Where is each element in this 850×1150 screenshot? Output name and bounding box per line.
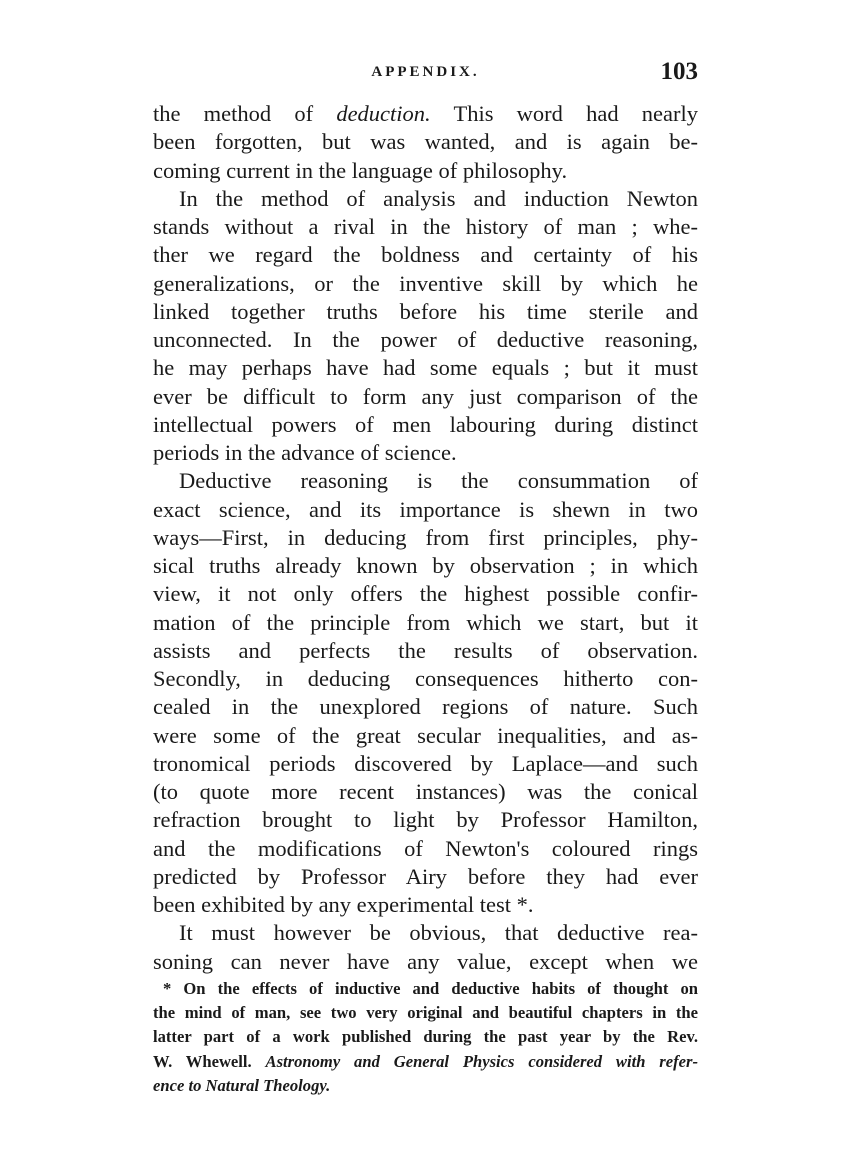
- text-line: ever be difficult to form any just comparison of the: [153, 383, 698, 409]
- text-line: refraction brought to light by Professor Hamilton,: [153, 807, 698, 833]
- text-line: view, it not only offers the highest possible confir-: [153, 581, 698, 607]
- text-line: sical truths already known by observation ; in which: [153, 553, 698, 578]
- text-line: he may perhaps have had some equals ; but it must: [153, 355, 698, 381]
- text-line: stands without a rival in the history of man ; whe-: [153, 214, 698, 239]
- footnote-line: [153, 1050, 698, 1074]
- italic-term: deduction.: [336, 101, 431, 126]
- text-line: ther we regard the boldness and certainty of his: [153, 242, 698, 268]
- text-line: been exhibited by any experimental test *.: [153, 892, 534, 917]
- footnote: [153, 977, 698, 1098]
- text-line: In the method of analysis and induction Newton: [179, 185, 698, 211]
- text-line: mation of the principle from which we start, but it: [153, 609, 698, 635]
- text-line: tronomical periods discovered by Laplace—and such: [153, 750, 698, 776]
- italic-title: Astronomy and General Physics considered with refer-: [265, 1051, 698, 1071]
- text-line: exact science, and its importance is shewn in two: [153, 496, 698, 522]
- text-line: ways—First, in deducing from first principles, phy-: [153, 524, 698, 550]
- text-line: Deductive reasoning is the consummation of: [179, 468, 698, 494]
- page-header: [153, 58, 698, 88]
- italic-title: ence to Natural Theology.: [153, 1075, 331, 1095]
- text-line: (to quote more recent instances) was the conical: [153, 779, 698, 804]
- body-text: [153, 100, 698, 976]
- footnote-line: the mind of man, see two very original and beautiful chapters in the: [153, 1003, 698, 1023]
- text-span: W. Whewell.: [153, 1051, 266, 1071]
- text-line: coming current in the language of philosophy.: [153, 157, 568, 183]
- text-line: Secondly, in deducing consequences hitherto con-: [153, 666, 698, 691]
- footnote-line: [153, 1074, 698, 1098]
- text-line: were some of the great secular inequalities, and as-: [153, 722, 698, 748]
- text-line: unconnected. In the power of deductive reasoning,: [153, 327, 698, 352]
- text-line: generalizations, or the inventive skill by which he: [153, 270, 698, 296]
- footnote-line: * On the effects of inductive and deductive habits of thought on: [163, 979, 698, 998]
- text-line: cealed in the unexplored regions of nature. Such: [153, 694, 698, 720]
- text-line: predicted by Professor Airy before they had ever: [153, 863, 698, 889]
- text-line: It must however be obvious, that deductive rea-: [179, 920, 698, 946]
- text-span: This word had nearly: [430, 101, 698, 126]
- text-line: assists and perfects the results of observation.: [153, 637, 698, 663]
- text-line: and the modifications of Newton's coloured rings: [153, 835, 698, 861]
- text-line: intellectual powers of men labouring during distinct: [153, 411, 698, 437]
- text-line: been forgotten, but was wanted, and is again be-: [153, 129, 698, 155]
- text-line: [153, 100, 698, 128]
- text-line: periods in the advance of science.: [153, 440, 457, 465]
- footnote-line: latter part of a work published during the past year by the Rev.: [153, 1027, 698, 1047]
- text-line: soning can never have any value, except when we: [153, 948, 698, 974]
- text-line: linked together truths before his time sterile and: [153, 298, 698, 324]
- page-number: 103: [660, 58, 698, 85]
- running-head: APPENDIX.: [371, 64, 480, 80]
- text-span: the method of: [153, 101, 337, 126]
